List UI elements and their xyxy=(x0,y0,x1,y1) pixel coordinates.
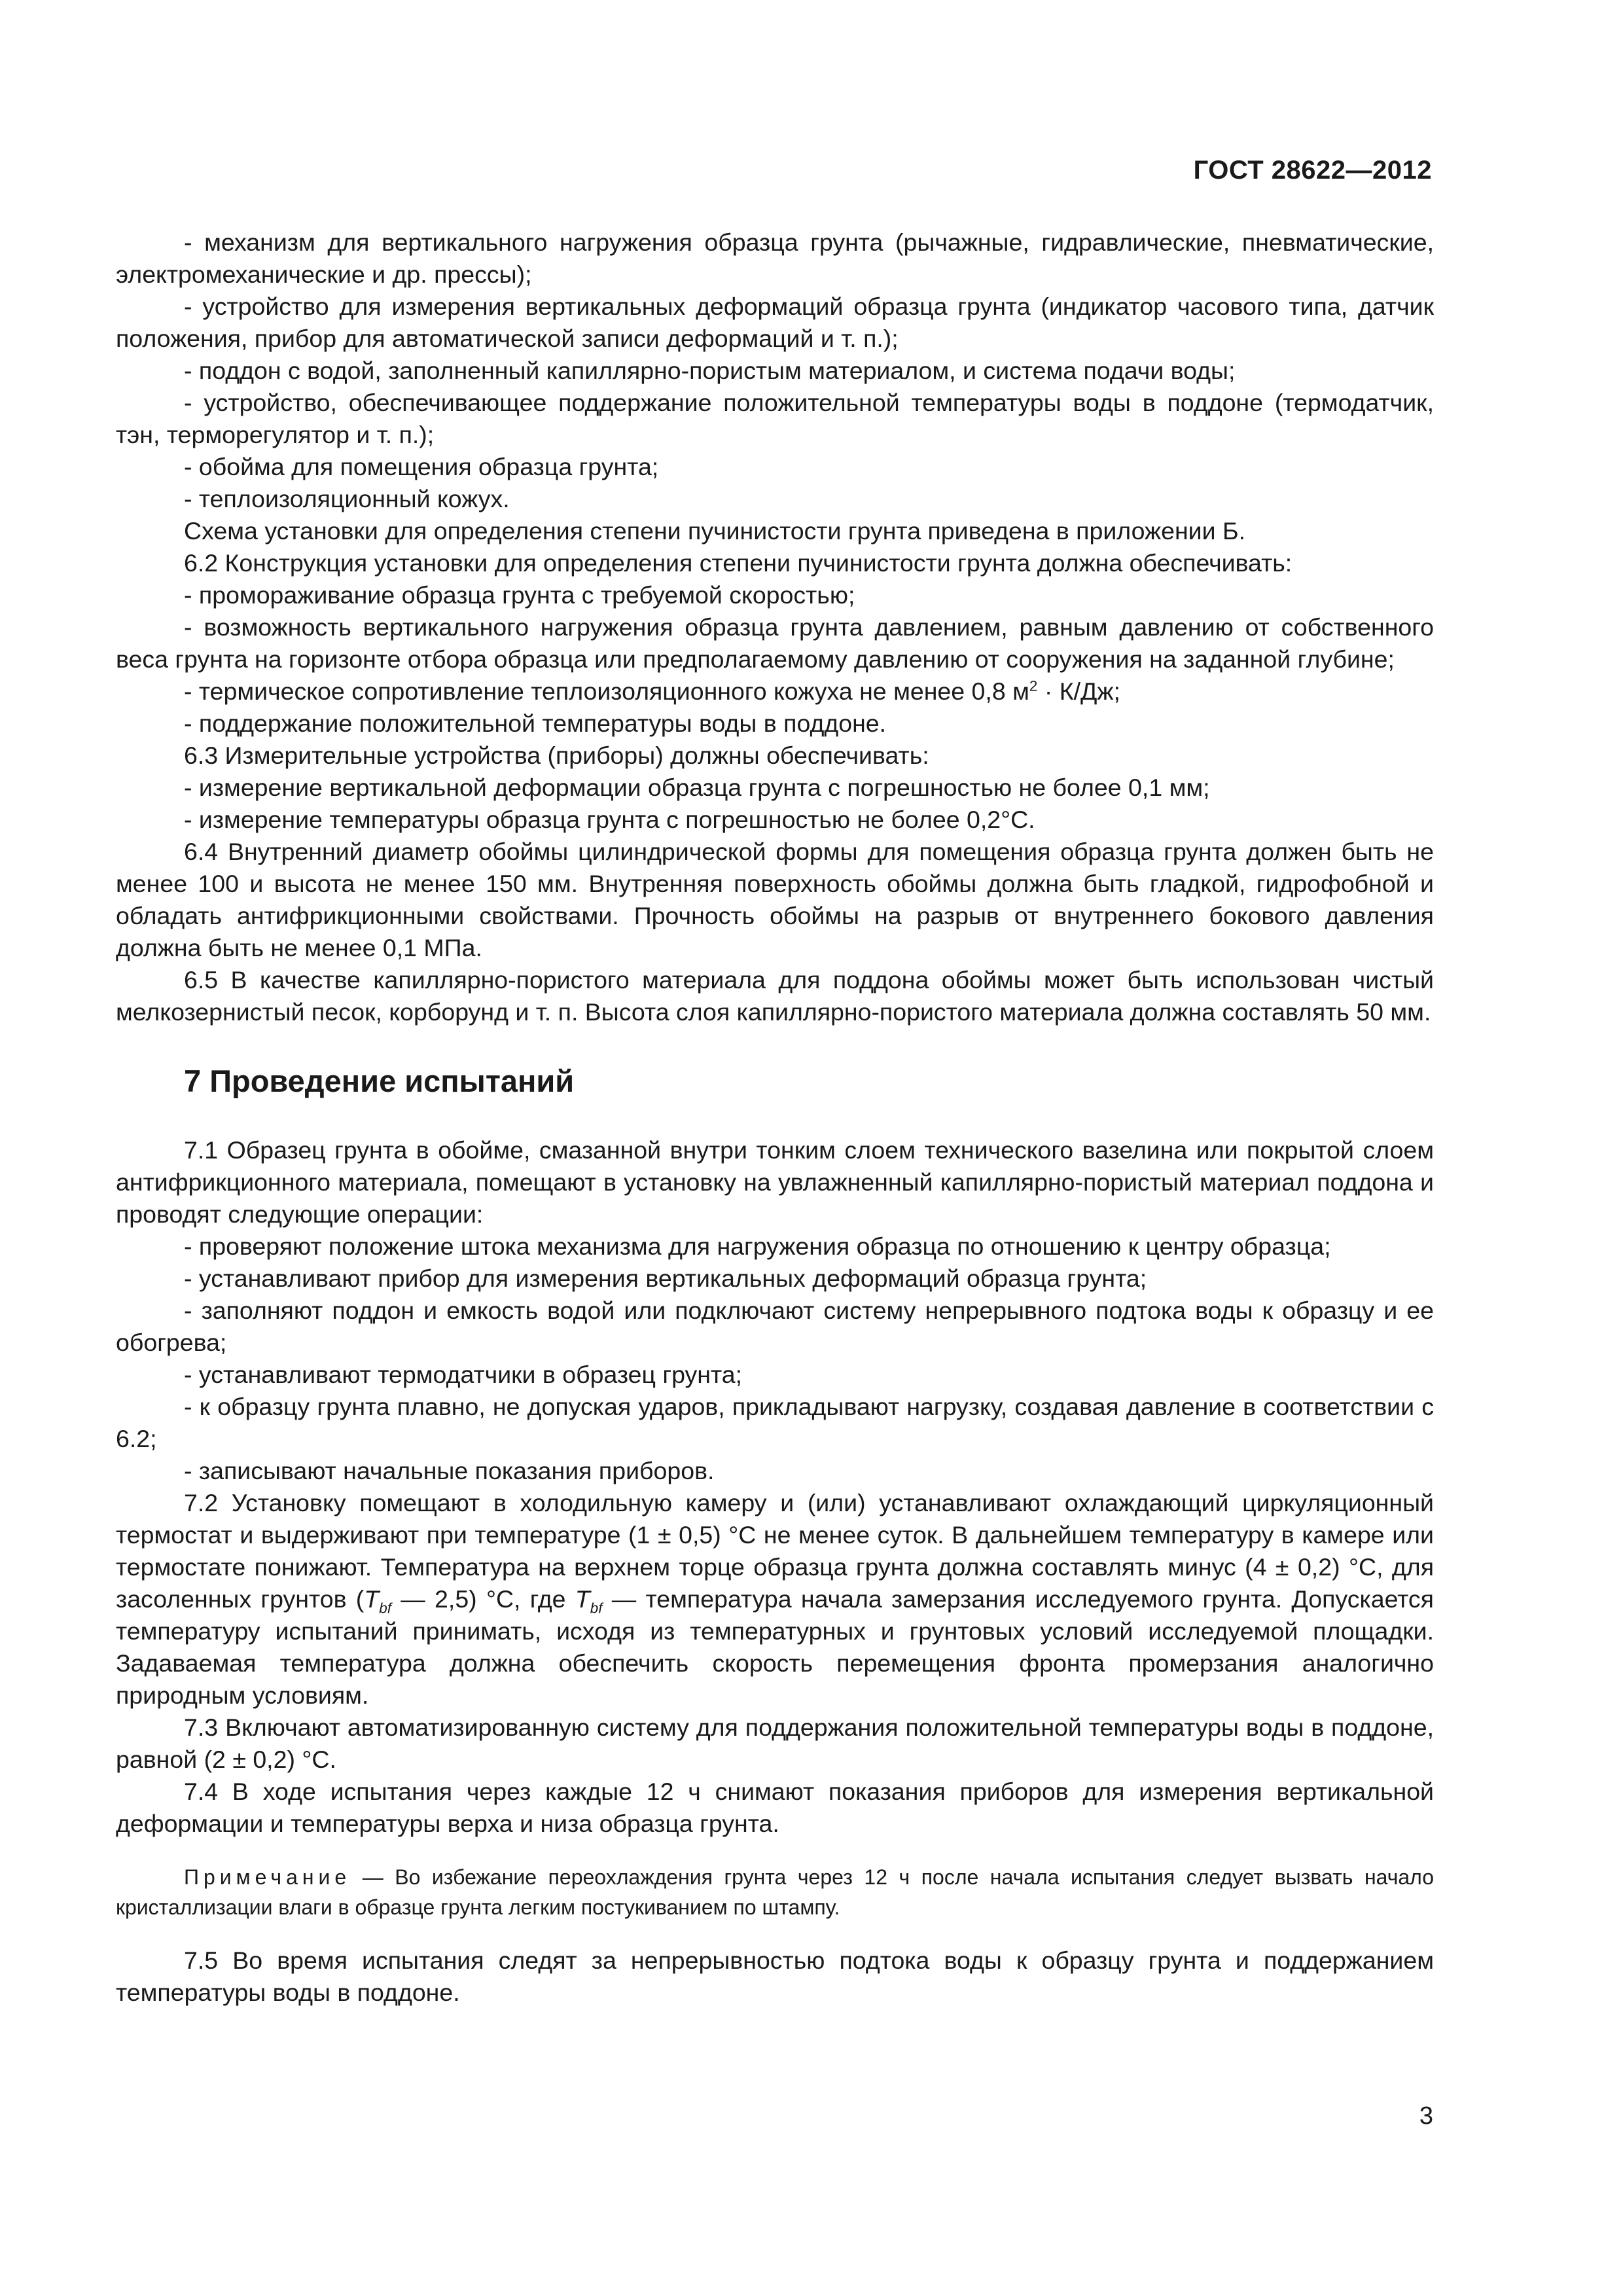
paragraph: 7.1 Образец грунта в обойме, смазанной внутри тонким слоем технического вазелина или покрытой слоем антифрикционного материала, помещают в установку на увлажненный капиллярно-пористый материал поддона и проводят следующие операции: xyxy=(116,1136,1434,1228)
superscript: 2 xyxy=(1029,677,1038,694)
paragraph: - устройство, обеспечивающее поддержание положительной температуры воды в поддоне (термодатчик, тэн, терморегулятор и т. п.); xyxy=(116,389,1434,448)
thermal-resistance-paragraph xyxy=(116,675,1434,708)
text-run: 7.2 Установку помещают в холодильную камеру и (или) устанавливают охлаждающий циркуляционный термостат и выдерживают при температуре (1 ± 0,5) °С не менее суток. В дальнейшем температуру в камере или термостате понижают. Температура на верхнем торце образца грунта должна составлять минус (4 ± 0,2) °С, для засоленных грунтов ( xyxy=(116,1489,1434,1613)
document-code-header: ГОСТ 28622—2012 xyxy=(1193,156,1432,185)
paragraph: - обойма для помещения образца грунта; xyxy=(184,453,659,480)
paragraph: - устанавливают термодатчики в образец грунта; xyxy=(184,1361,743,1388)
note-label: Примечание xyxy=(184,1865,351,1889)
paragraph: - теплоизоляционный кожух. xyxy=(184,485,510,512)
symbol-t: T xyxy=(575,1585,590,1613)
text-run: — температура начала замерзания исследуемого грунта. Допускается температуру испытаний принимать, исходя из температурных и грунтовых условий исследуемой площадки. Задаваемая температура должна обеспечить скорость перемещения фронта промерзания аналогично природным условиям. xyxy=(116,1585,1434,1709)
document-body xyxy=(116,226,1434,2009)
section-title: 7 Проведение испытаний xyxy=(184,1064,575,1098)
paragraph: - устройство для измерения вертикальных деформаций образца грунта (индикатор часового типа, датчик положения, прибор для автоматической записи деформаций и т. п.); xyxy=(116,293,1434,352)
paragraph: 6.5 В качестве капиллярно-пористого материала для поддона обоймы может быть использован чистый мелкозернистый песок, корборунд и т. п. Высота слоя капиллярно-пористого материала должна составлять 50 мм. xyxy=(116,966,1434,1026)
page-number: 3 xyxy=(1419,2102,1433,2130)
paragraph: 6.3 Измерительные устройства (приборы) должны обеспечивать: xyxy=(184,742,929,769)
subscript: bf xyxy=(379,1600,391,1617)
paragraph: Схема установки для определения степени пучинистости грунта приведена в приложении Б. xyxy=(184,517,1246,545)
paragraph: 7.4 В ходе испытания через каждые 12 ч снимают показания приборов для измерения вертикальной деформации и температуры верха и низа образца грунта. xyxy=(116,1778,1434,1837)
paragraph: - промораживание образца грунта с требуемой скоростью; xyxy=(184,581,855,609)
paragraph-7-2 xyxy=(116,1487,1434,1712)
paragraph: 6.4 Внутренний диаметр обоймы цилиндрической формы для помещения образца грунта должен быть не менее 100 и высота не менее 150 мм. Внутренняя поверхность обоймы должна быть гладкой, гидрофобной и обладать антифрикционными свойствами. Прочность обоймы на разрыв от внутреннего бокового давления должна быть не менее 0,1 МПа. xyxy=(116,838,1434,961)
text-run: — 2,5) °С, где xyxy=(391,1585,575,1613)
paragraph: - поддон с водой, заполненный капиллярно-пористым материалом, и система подачи воды; xyxy=(184,357,1236,384)
subscript: bf xyxy=(590,1600,603,1617)
note-text: — Во избежание переохлаждения грунта через 12 ч после начала испытания следует вызвать начало кристаллизации влаги в образце грунта легким постукиванием по штампу. xyxy=(116,1865,1434,1919)
text-run: · К/Дж; xyxy=(1037,677,1120,705)
paragraph: - возможность вертикального нагружения образца грунта давлением, равным давлению от собственного веса грунта на горизонте отбора образца или предполагаемому давлению от сооружения на заданной глубине; xyxy=(116,613,1434,673)
paragraph: - измерение вертикальной деформации образца грунта с погрешностью не более 0,1 мм; xyxy=(184,774,1210,801)
paragraph: - записывают начальные показания приборов. xyxy=(184,1457,715,1484)
note xyxy=(116,1862,1434,1922)
paragraph: - проверяют положение штока механизма для нагружения образца по отношению к центру образца; xyxy=(184,1232,1331,1260)
paragraph: - к образцу грунта плавно, не допуская ударов, прикладывают нагрузку, создавая давление в соответствии с 6.2; xyxy=(116,1393,1434,1452)
paragraph: - механизм для вертикального нагружения образца грунта (рычажные, гидравлические, пневматические, электромеханические и др. прессы); xyxy=(116,228,1434,288)
paragraph: - заполняют поддон и емкость водой или подключают систему непрерывного подтока воды к образцу и ее обогрева; xyxy=(116,1297,1434,1356)
paragraph: - поддержание положительной температуры воды в поддоне. xyxy=(184,709,887,737)
paragraph: - устанавливают прибор для измерения вертикальных деформаций образца грунта; xyxy=(184,1265,1147,1292)
symbol-t: T xyxy=(364,1585,380,1613)
paragraph: 6.2 Конструкция установки для определения степени пучинистости грунта должна обеспечивать: xyxy=(184,549,1293,577)
paragraph: 7.5 Во время испытания следят за непрерывностью подтока воды к образцу грунта и поддержанием температуры воды в поддоне. xyxy=(116,1946,1434,2006)
paragraph: 7.3 Включают автоматизированную систему для поддержания положительной температуры воды в поддоне, равной (2 ± 0,2) °С. xyxy=(116,1713,1434,1773)
text-run: - термическое сопротивление теплоизоляционного кожуха не менее 0,8 м xyxy=(184,677,1029,705)
paragraph: - измерение температуры образца грунта с погрешностью не более 0,2°С. xyxy=(184,806,1035,833)
